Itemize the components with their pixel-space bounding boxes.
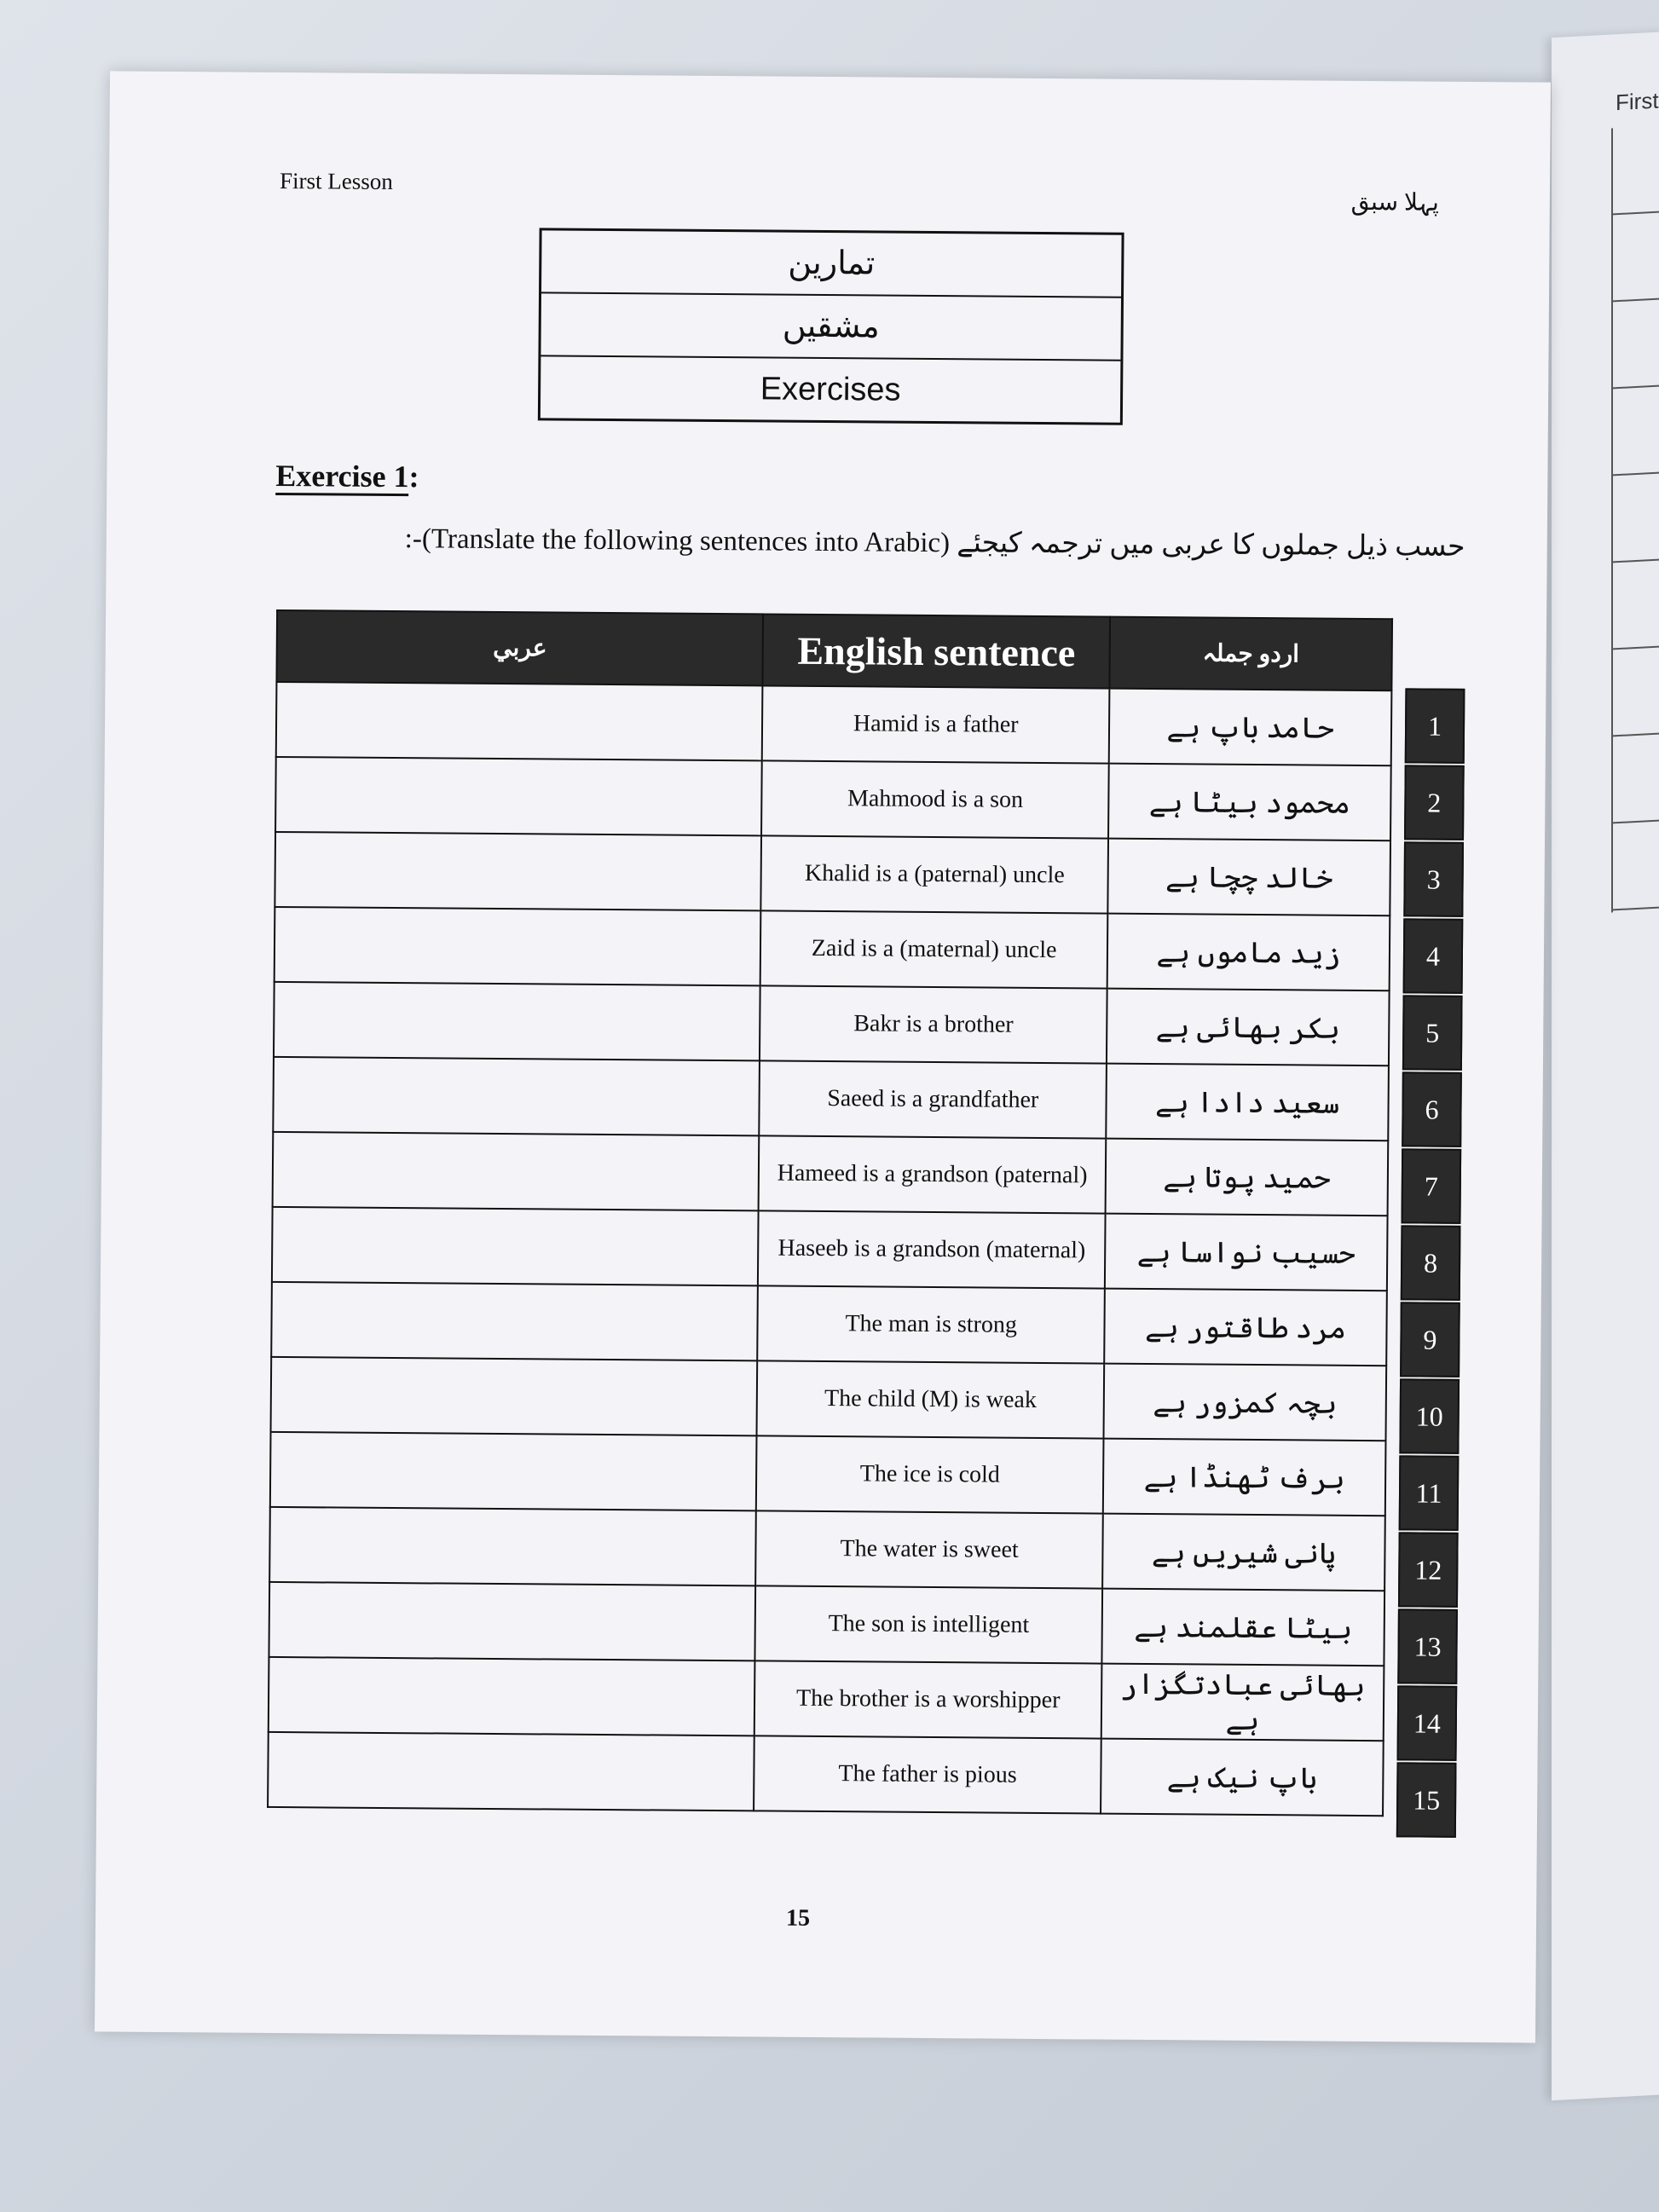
section-title-box — [538, 228, 1124, 424]
table-row — [268, 1732, 1384, 1816]
arabic-answer-cell[interactable] — [271, 1282, 758, 1360]
arabic-answer-cell[interactable] — [272, 1207, 759, 1285]
arabic-answer-cell[interactable] — [275, 832, 761, 910]
row-number: 11 — [1399, 1455, 1460, 1531]
arabic-answer-cell[interactable] — [273, 1132, 760, 1210]
arabic-answer-cell[interactable] — [268, 1732, 754, 1811]
running-header-urdu: پہلا سبق — [1350, 188, 1440, 217]
table-row — [271, 1357, 1387, 1441]
arabic-answer-cell[interactable] — [275, 757, 762, 835]
arabic-answer-cell[interactable] — [269, 1657, 755, 1736]
exercise-heading-colon: : — [408, 459, 419, 494]
table-row — [269, 1507, 1385, 1591]
table-row — [269, 1657, 1384, 1741]
urdu-sentence-cell: بکر بھائی ہے — [1107, 989, 1390, 1066]
english-sentence-cell: Bakr is a brother — [760, 985, 1107, 1063]
header-english: English sentence — [763, 614, 1111, 688]
arabic-answer-cell[interactable] — [276, 682, 763, 760]
title-arabic: تمارين — [541, 230, 1122, 297]
row-number: 9 — [1400, 1302, 1460, 1377]
row-number: 1 — [1405, 688, 1465, 764]
row-number-column — [1396, 688, 1465, 1839]
arabic-answer-cell[interactable] — [269, 1507, 756, 1585]
header-arabic: عربي — [276, 610, 763, 685]
english-sentence-cell: Khalid is a (paternal) uncle — [761, 835, 1109, 913]
arabic-answer-cell[interactable] — [275, 907, 761, 985]
english-sentence-cell: Mahmood is a son — [761, 760, 1109, 838]
exercise-table — [267, 609, 1393, 1816]
table-row — [275, 907, 1390, 990]
arabic-answer-cell[interactable] — [269, 1582, 755, 1660]
table-row — [269, 1582, 1384, 1666]
row-number: 13 — [1397, 1608, 1458, 1684]
english-sentence-cell: The brother is a worshipper — [754, 1660, 1102, 1738]
english-sentence-cell: The child (M) is weak — [757, 1360, 1105, 1438]
urdu-sentence-cell: حمید پوتا ہے — [1106, 1139, 1389, 1216]
urdu-sentence-cell: پانی شیریں ہے — [1102, 1514, 1385, 1591]
urdu-sentence-cell: بھائی عبادتگزار ہے — [1101, 1664, 1384, 1741]
english-sentence-cell: The father is pious — [754, 1736, 1101, 1813]
exercise-instruction — [405, 521, 1488, 563]
adjacent-page — [1552, 31, 1659, 2100]
row-number: 2 — [1404, 765, 1465, 840]
urdu-sentence-cell: بیٹا عقلمند ہے — [1102, 1589, 1385, 1666]
arabic-answer-cell[interactable] — [274, 982, 760, 1060]
header-urdu: اردو جملہ — [1110, 617, 1392, 691]
row-number: 14 — [1397, 1685, 1458, 1761]
exercise-heading — [275, 458, 419, 494]
row-number: 5 — [1402, 995, 1463, 1071]
adjacent-page-table — [1611, 124, 1659, 912]
english-sentence-cell: Hameed is a grandson (paternal) — [759, 1135, 1107, 1213]
english-sentence-cell: The son is intelligent — [755, 1585, 1103, 1663]
urdu-sentence-cell: حامد باپ ہے — [1109, 689, 1392, 766]
adjacent-page-header: First — [1616, 87, 1659, 116]
english-sentence-cell: Zaid is a (maternal) uncle — [760, 910, 1108, 988]
table-row — [273, 1057, 1389, 1141]
table-header-row — [276, 610, 1392, 690]
english-sentence-cell: Hamid is a father — [762, 685, 1110, 763]
exercise-heading-text: Exercise 1 — [275, 459, 409, 496]
table-row — [275, 832, 1390, 915]
instruction-urdu: حسب ذیل جملوں کا عربی میں ترجمہ کیجئے — [957, 528, 1465, 563]
table-row — [270, 1432, 1386, 1516]
urdu-sentence-cell: خالد چچا ہے — [1108, 839, 1391, 916]
row-number: 10 — [1399, 1378, 1460, 1454]
urdu-sentence-cell: بچہ کمزور ہے — [1104, 1364, 1387, 1441]
urdu-sentence-cell: حسیب نواسا ہے — [1105, 1214, 1388, 1291]
urdu-sentence-cell: زید ماموں ہے — [1107, 914, 1390, 991]
table-row — [274, 982, 1390, 1066]
urdu-sentence-cell: محمود بیٹا ہے — [1108, 764, 1391, 841]
row-number: 12 — [1398, 1532, 1459, 1608]
title-english: Exercises — [760, 371, 901, 408]
row-number: 6 — [1402, 1071, 1462, 1147]
row-number: 4 — [1403, 918, 1464, 994]
arabic-answer-cell[interactable] — [271, 1357, 758, 1435]
urdu-sentence-cell: سعید دادا ہے — [1106, 1064, 1389, 1141]
table-row — [272, 1207, 1388, 1291]
english-sentence-cell: The man is strong — [757, 1285, 1105, 1363]
row-number: 3 — [1403, 841, 1464, 917]
instruction-english: (Translate the following sentences into Arabic) — [421, 523, 951, 559]
table-row — [275, 757, 1391, 840]
urdu-sentence-cell: باپ نیک ہے — [1101, 1739, 1384, 1816]
urdu-sentence-cell: برف ٹھنڈا ہے — [1103, 1439, 1386, 1516]
english-sentence-cell: The ice is cold — [756, 1435, 1104, 1513]
english-sentence-cell: The water is sweet — [755, 1510, 1103, 1588]
page-number: 15 — [785, 1904, 811, 1932]
book-page — [95, 71, 1551, 2042]
english-sentence-cell: Haseeb is a grandson (maternal) — [758, 1210, 1106, 1288]
title-urdu: مشقیں — [540, 293, 1121, 361]
arabic-answer-cell[interactable] — [273, 1057, 760, 1135]
instruction-tail: :- — [404, 523, 423, 555]
row-number: 8 — [1401, 1225, 1461, 1301]
row-number: 15 — [1396, 1762, 1457, 1838]
table-row — [276, 682, 1392, 765]
english-sentence-cell: Saeed is a grandfather — [759, 1060, 1107, 1138]
arabic-answer-cell[interactable] — [270, 1432, 757, 1510]
table-row — [271, 1282, 1387, 1366]
row-number: 7 — [1401, 1148, 1461, 1224]
table-row — [273, 1132, 1389, 1216]
running-header-english: First Lesson — [279, 167, 393, 195]
urdu-sentence-cell: مرد طاقتور ہے — [1104, 1289, 1387, 1366]
